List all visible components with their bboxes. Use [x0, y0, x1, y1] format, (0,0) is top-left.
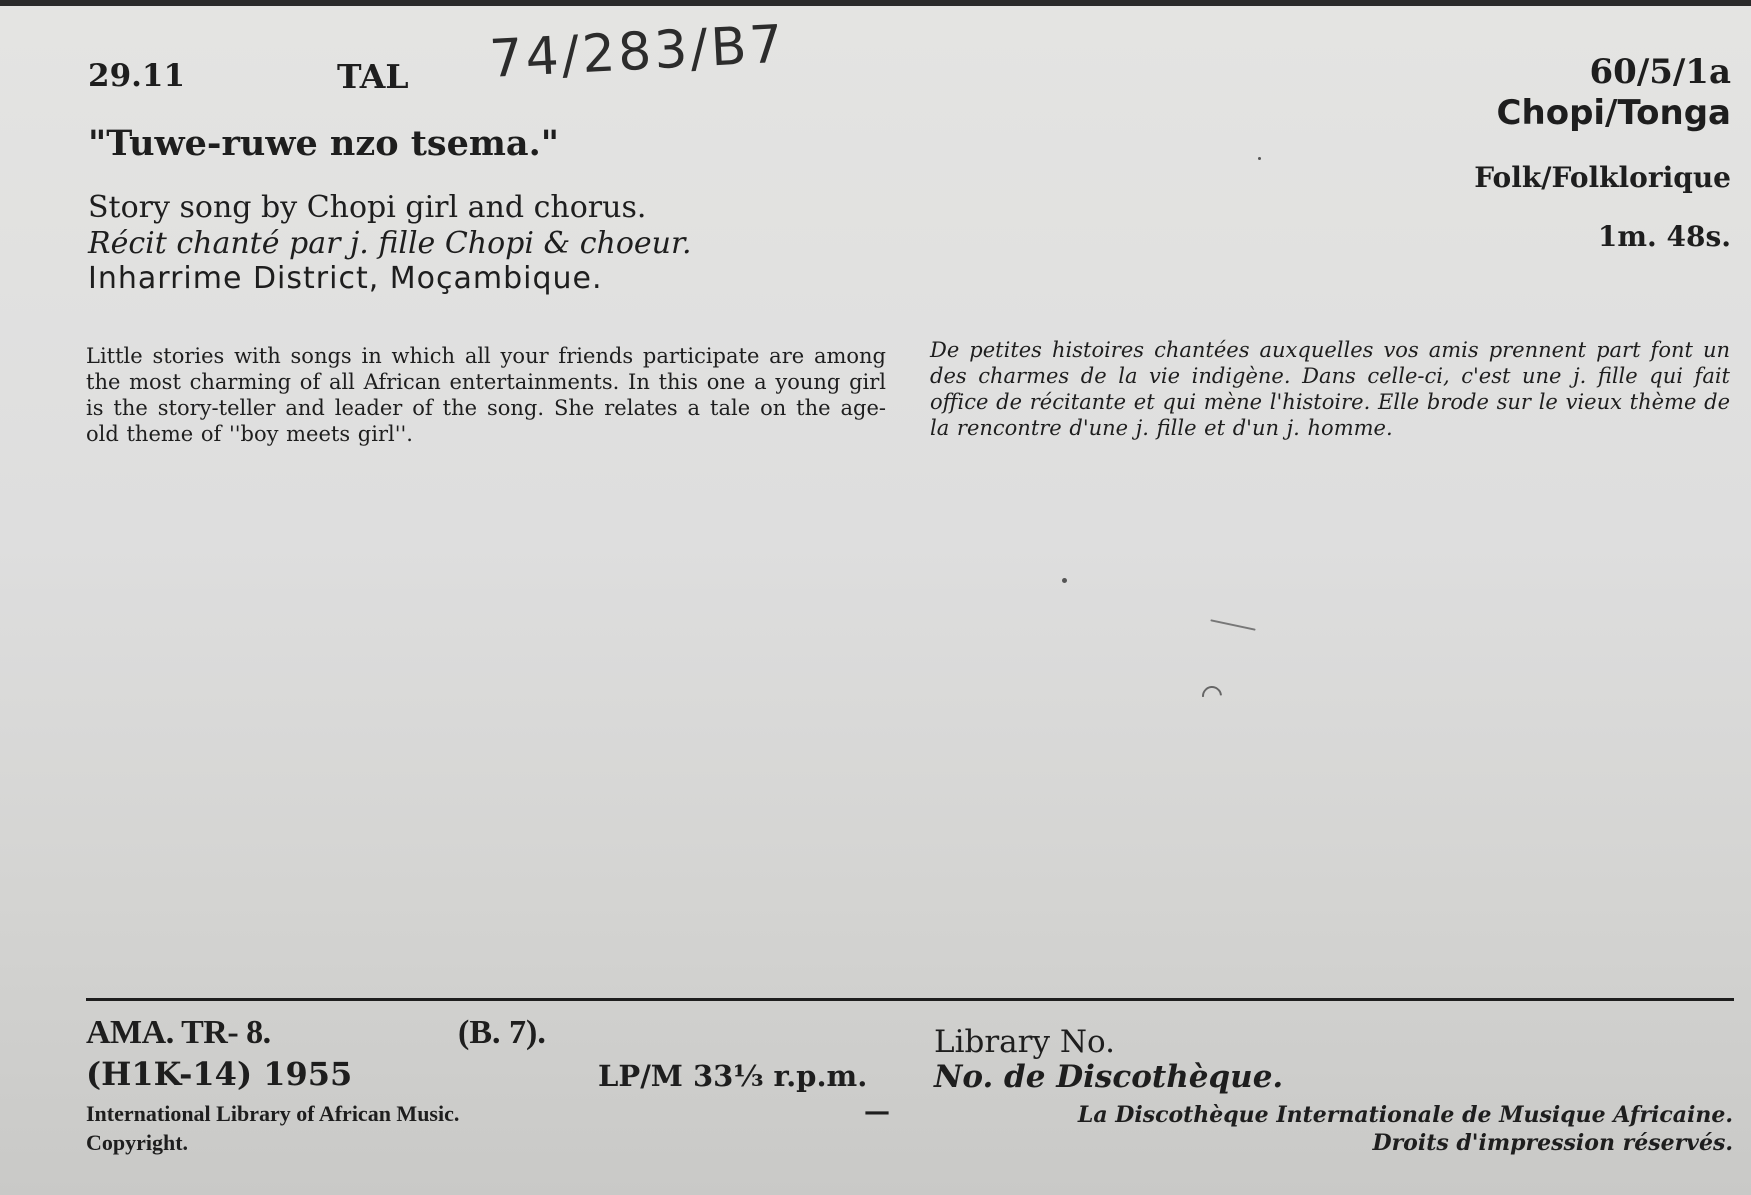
copyright: Copyright. — [86, 1130, 189, 1155]
reference-code: 60/5/1a — [1589, 52, 1731, 92]
top-border — [0, 0, 1751, 6]
catalog-number: 29.11 — [88, 58, 186, 94]
location: Inharrime District, Moçambique. — [88, 261, 603, 296]
organization-french: La Discothèque Internationale de Musique Africaine. — [1077, 1102, 1733, 1128]
duration: 1m. 48s. — [1597, 220, 1731, 253]
library-number-label: Library No. — [934, 1024, 1115, 1060]
matrix-year: (H1K-14) 1955 — [86, 1055, 353, 1093]
ethnic-group: Chopi/Tonga — [1496, 93, 1731, 133]
speck-mark — [1258, 157, 1261, 160]
handwritten-reference: 74/283/B7 — [488, 14, 787, 90]
bottom-divider — [86, 998, 1734, 1001]
series-code: TAL — [337, 57, 409, 96]
genre-text: Folk/Folklorique — [1474, 161, 1731, 194]
description-french: Récit chanté par j. fille Chopi & choeur. — [88, 226, 692, 261]
genre — [1474, 161, 1731, 194]
record-format: LP/M 33⅓ r.p.m. — [598, 1059, 868, 1093]
speck-mark — [1198, 682, 1226, 710]
library-number-label-french: No. de Discothèque. — [934, 1059, 1284, 1095]
rights-french: Droits d'impression réservés. — [1372, 1130, 1733, 1156]
separator-dash: — — [864, 1097, 890, 1127]
speck-mark — [1062, 578, 1067, 583]
speck-mark — [1210, 619, 1255, 631]
notes-french: De petites histoires chantées auxquelles vos amis prennent part font un des charmes de la vie indigène. Dans celle-ci, c'est une j. fille qui fait office de récitante et qui mène l'histoire. Elle brode sur le vieux thème de la rencontre d'une j. fille et d'un j. homme. — [930, 338, 1730, 440]
organization-english: International Library of African Music. — [86, 1101, 460, 1126]
description-english: Story song by Chopi girl and chorus. — [88, 190, 647, 225]
song-title: "Tuwe-ruwe nzo tsema." — [88, 123, 560, 164]
notes-english: Little stories with songs in which all your friends participate are among the most charming of all African entertainments. In this one a young girl is the story-teller and leader of the song. She relates a tale on the age-old theme of ''boy meets girl''. — [86, 344, 886, 446]
label-reference: AMA. TR- 8. — [86, 1014, 271, 1051]
side-reference: (B. 7). — [458, 1014, 546, 1051]
